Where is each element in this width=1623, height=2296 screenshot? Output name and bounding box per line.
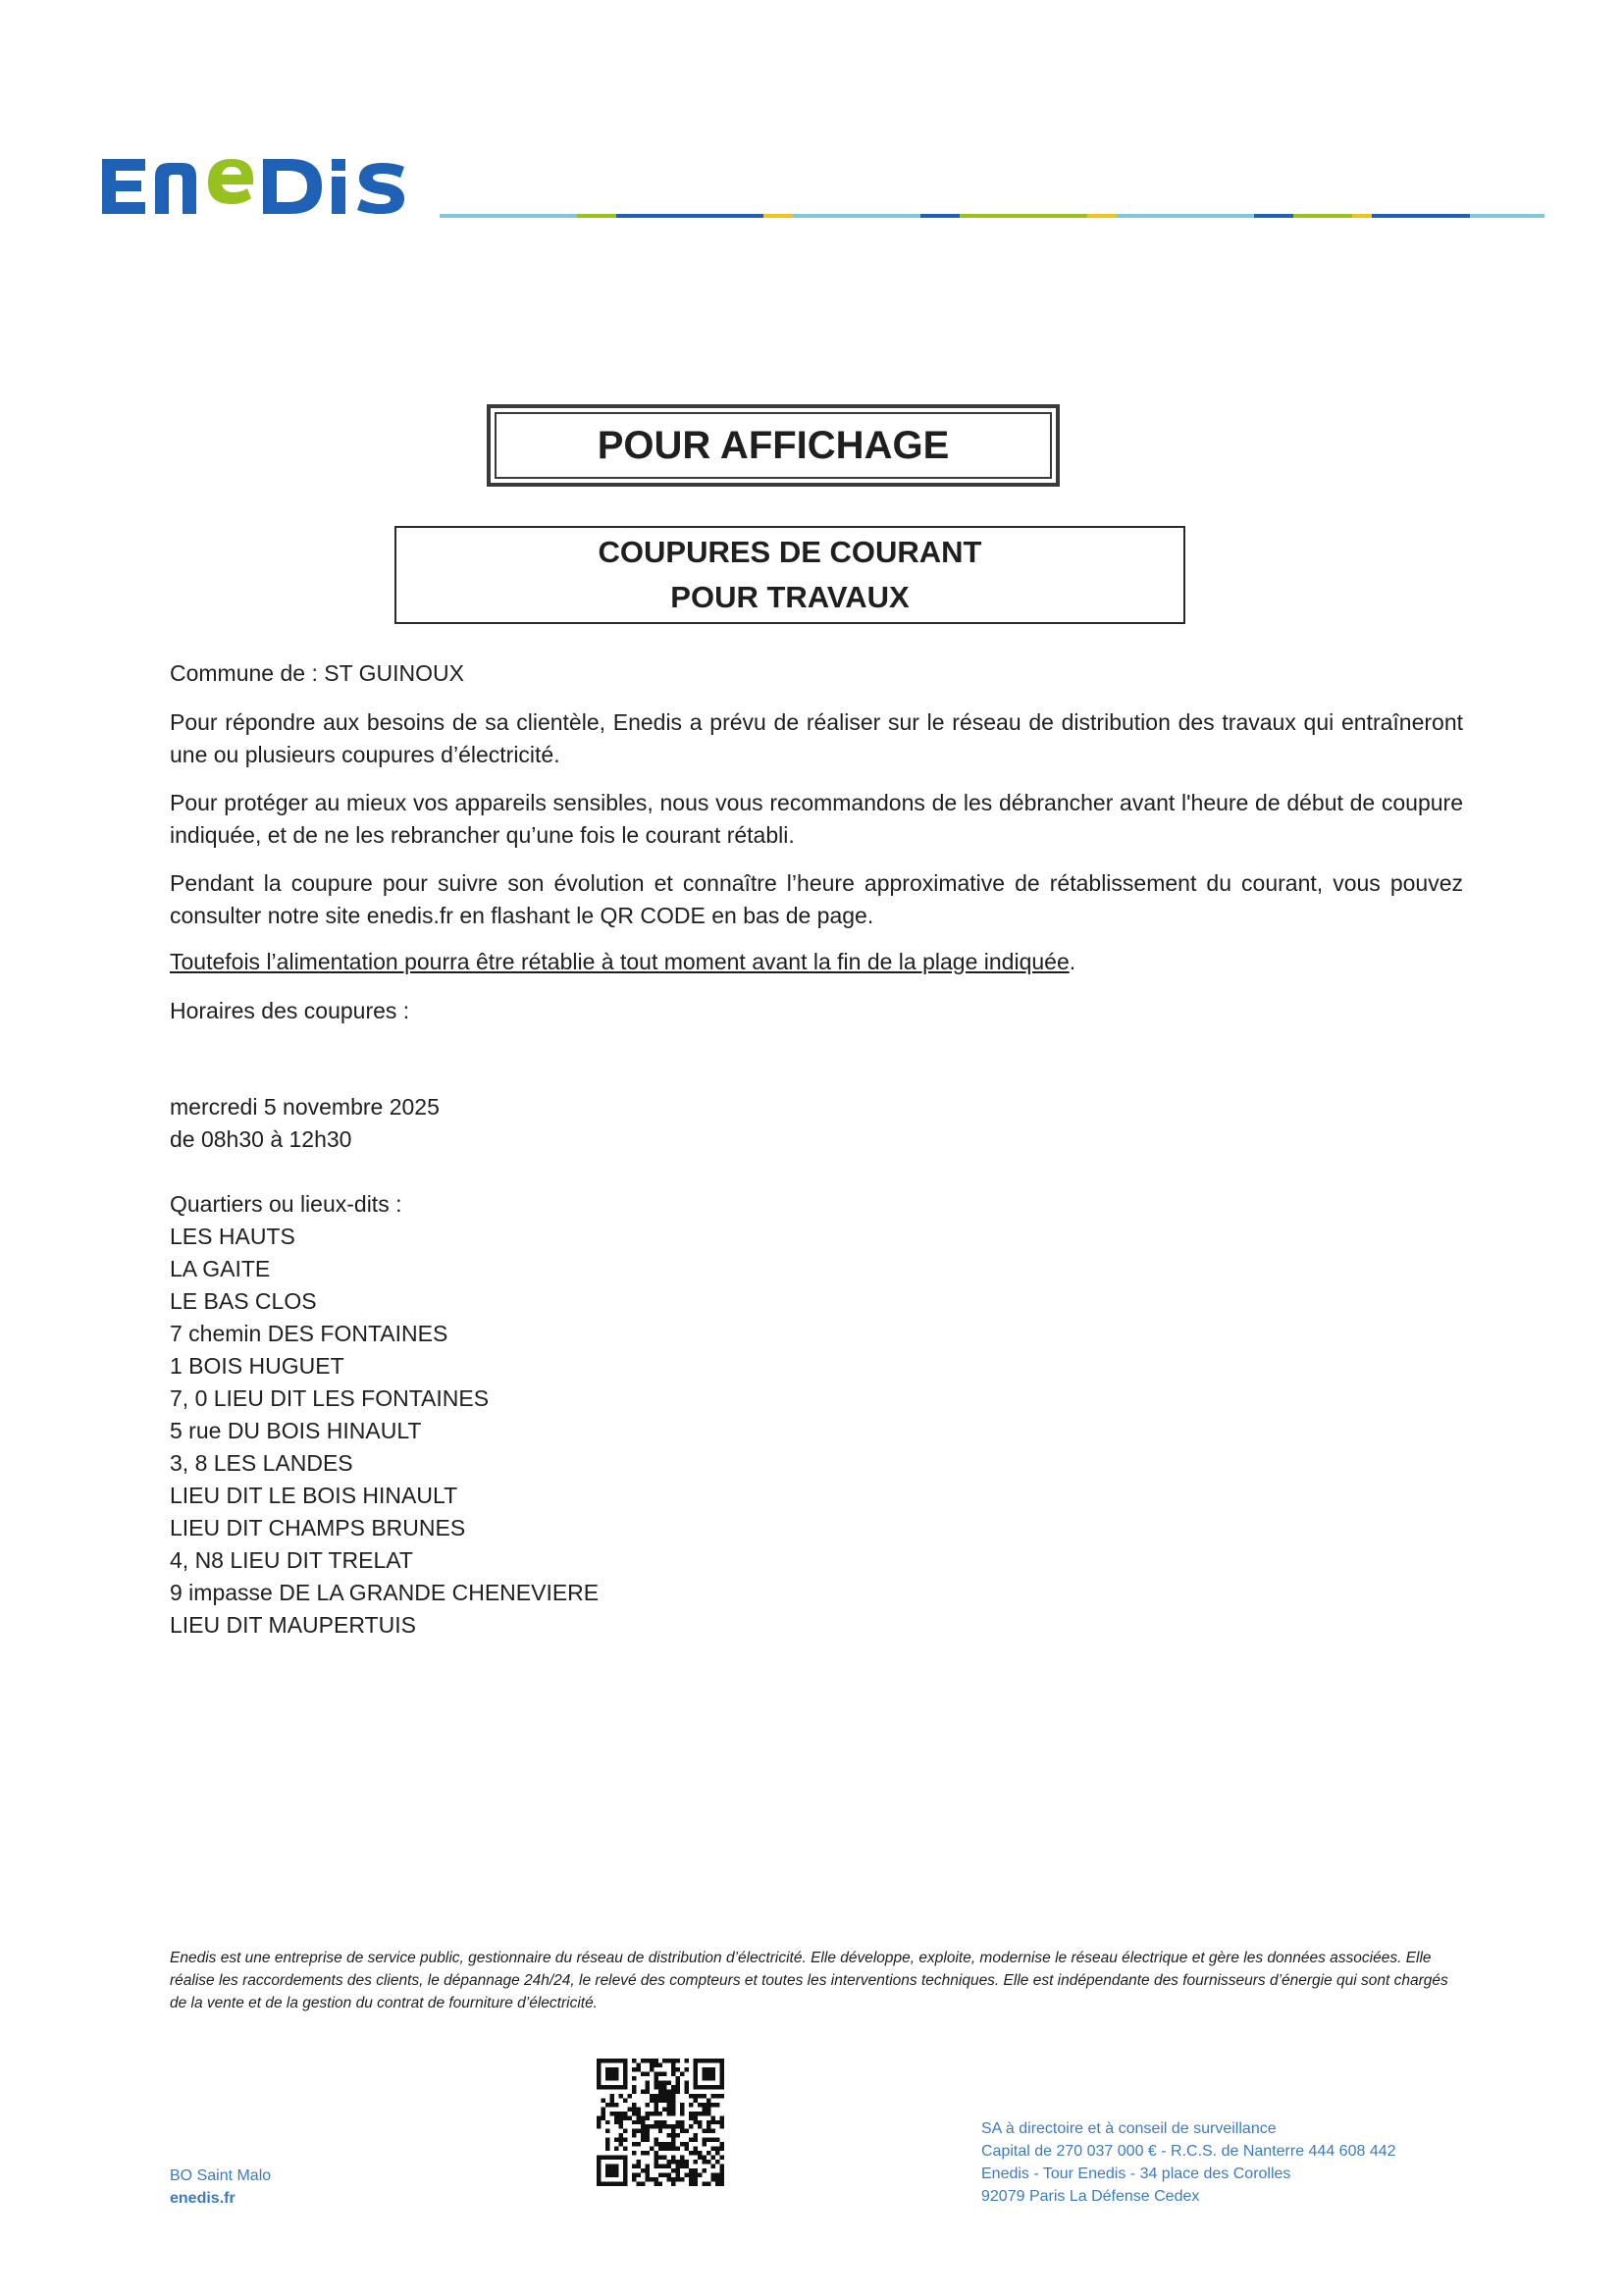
warning-line (170, 946, 1463, 978)
qr-code-icon (597, 2059, 724, 2186)
list-item: 7 chemin DES FONTAINES (170, 1321, 448, 1346)
list-item: 7, 0 LIEU DIT LES FONTAINES (170, 1385, 490, 1411)
list-item: LE BAS CLOS (170, 1288, 317, 1314)
company-description: Enedis est une entreprise de service public, gestionnaire du réseau de distribution d’électricité. Elle développe, exploite, modernise le réseau électrique et gère les données associées. Elle réalise les raccordements des clients, le dépannage 24h/24, le relevé des compteurs et toutes les interventions techniques. Elle est indépendante des fournisseurs d’énergie qui sont chargés de la vente et de la gestion du contrat de fourniture d’électricité. (170, 1950, 1448, 2011)
subtitle-box (394, 526, 1185, 624)
list-item: LIEU DIT LE BOIS HINAULT (170, 1483, 458, 1508)
advice-paragraph: Pour protéger au mieux vos appareils sensibles, nous vous recommandons de les débrancher avant l'heure de début de coupure indiquée, et de ne les rebrancher qu’une fois le courant rétabli. (170, 790, 1463, 848)
subtitle-line-2: POUR TRAVAUX (670, 580, 910, 614)
footer-office-block (170, 2165, 271, 2210)
enedis-logo-mark (98, 145, 432, 226)
qr-code[interactable] (597, 2059, 724, 2186)
list-item: 5 rue DU BOIS HINAULT (170, 1418, 422, 1443)
warning-period: . (1069, 949, 1076, 974)
warning-text: Toutefois l’alimentation pourra être rétablie à tout moment avant la fin de la plage indiquée (170, 949, 1070, 974)
intro-paragraph: Pour répondre aux besoins de sa clientèle, Enedis a prévu de réaliser sur le réseau de distribution des travaux qui entraîneront une ou plusieurs coupures d’électricité. (170, 709, 1463, 767)
outage-date: mercredi 5 novembre 2025 (170, 1094, 440, 1120)
legal-line: Capital de 270 037 000 € - R.C.S. de Nanterre 444 608 442 (981, 2143, 1396, 2160)
footer-legal-block (981, 2117, 1396, 2208)
tracking-paragraph: Pendant la coupure pour suivre son évolution et connaître l’heure approximative de rétablissement du courant, vous pouvez consulter notre site enedis.fr en flashant le QR CODE en bas de page. (170, 870, 1463, 928)
subtitle-line-1: COUPURES DE COURANT (598, 535, 982, 569)
outage-time-range: de 08h30 à 12h30 (170, 1126, 352, 1152)
office-name: BO Saint Malo (170, 2167, 272, 2184)
title-box (487, 404, 1060, 487)
page-title: POUR AFFICHAGE (495, 412, 1052, 479)
list-item: 4, N8 LIEU DIT TRELAT (170, 1547, 413, 1573)
header-divider (440, 214, 1544, 218)
commune-line: Commune de : ST GUINOUX (170, 660, 464, 686)
list-item: 1 BOIS HUGUET (170, 1353, 344, 1379)
list-item: LA GAITE (170, 1256, 271, 1281)
horaires-label: Horaires des coupures : (170, 998, 410, 1023)
legal-line: 92079 Paris La Défense Cedex (981, 2188, 1200, 2205)
list-item: LIEU DIT CHAMPS BRUNES (170, 1515, 466, 1540)
list-item: LES HAUTS (170, 1224, 295, 1249)
list-item: 3, 8 LES LANDES (170, 1450, 353, 1476)
enedis-logo (98, 145, 432, 226)
quartiers-section (170, 1188, 1463, 1642)
legal-line: Enedis - Tour Enedis - 34 place des Corolles (981, 2166, 1291, 2182)
list-item: 9 impasse DE LA GRANDE CHENEVIERE (170, 1580, 600, 1605)
legal-line: SA à directoire et à conseil de surveillance (981, 2120, 1277, 2137)
list-item: LIEU DIT MAUPERTUIS (170, 1612, 416, 1638)
website-link[interactable]: enedis.fr (170, 2190, 236, 2207)
outage-schedule (170, 1091, 1463, 1156)
quartiers-label: Quartiers ou lieux-dits : (170, 1191, 402, 1217)
